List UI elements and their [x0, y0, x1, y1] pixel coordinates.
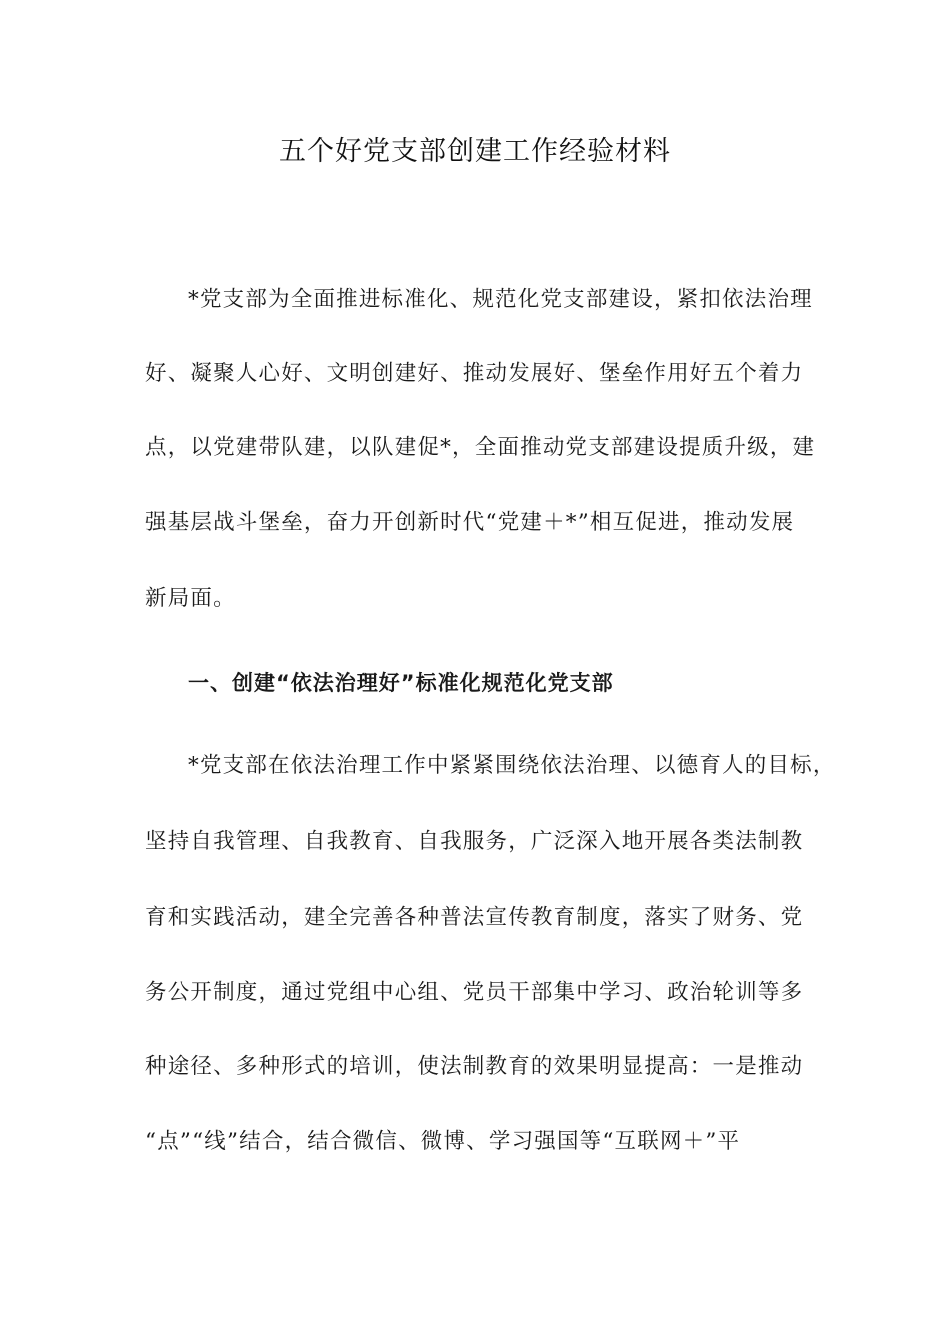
- paragraph-line: 强基层战斗堡垒，奋力开创新时代“党建＋*”相互促进，推动发展: [145, 510, 795, 535]
- paragraph-line: 务公开制度，通过党组中心组、党员干部集中学习、政治轮训等多: [145, 980, 804, 1005]
- paragraph-line: *党支部为全面推进标准化、规范化党支部建设，紧扣依法治理: [188, 287, 813, 312]
- document-title: 五个好党支部创建工作经验材料: [279, 136, 671, 167]
- paragraph-line: 坚持自我管理、自我教育、自我服务，广泛深入地开展各类法制教: [145, 829, 804, 854]
- paragraph-line: “点”“线”结合，结合微信、微博、学习强国等“互联网＋”平: [145, 1129, 741, 1154]
- paragraph-line: 育和实践活动，建全完善各种普法宣传教育制度，落实了财务、党: [145, 905, 804, 930]
- section-heading: 一、创建“依法治理好”标准化规范化党支部: [188, 671, 614, 695]
- paragraph-line: 种途径、多种形式的培训，使法制教育的效果明显提高：一是推动: [145, 1054, 804, 1079]
- paragraph-line: 好、凝聚人心好、文明创建好、推动发展好、堡垒作用好五个着力: [145, 361, 804, 386]
- paragraph-line: 点，以党建带队建，以队建促*，全面推动党支部建设提质升级，建: [145, 435, 816, 460]
- paragraph-line: 新局面。: [145, 586, 236, 611]
- paragraph-line: *党支部在依法治理工作中紧紧围绕依法治理、以德育人的目标，: [188, 753, 836, 778]
